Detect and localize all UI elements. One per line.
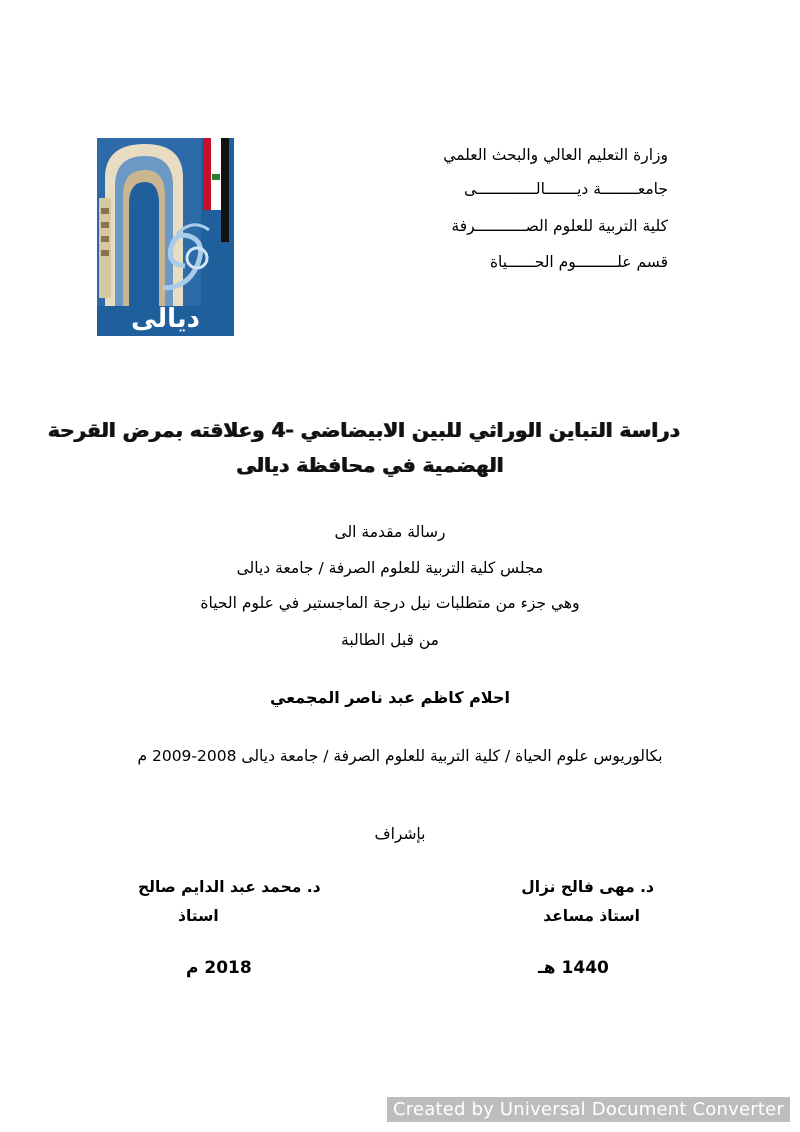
department-name: قسم علـــــــــوم الحــــــياة bbox=[489, 253, 668, 271]
converter-watermark: Created by Universal Document Converter bbox=[387, 1097, 790, 1122]
student-name: احلام كاظم عبد ناصر المجمعي bbox=[270, 688, 510, 707]
ministry-name: وزارة التعليم العالي والبحث العلمي bbox=[443, 146, 668, 164]
university-name: جامعــــــــة ديـــــــالـــــــــــــى bbox=[463, 180, 668, 198]
university-logo bbox=[97, 138, 234, 336]
thesis-title-line1: دراسة التباين الوراثي للبين الابيضاضي -4 وعلاقته بمرض القرحة bbox=[48, 418, 680, 442]
thesis-title-line2: الهضمية في محافظة ديالى bbox=[236, 453, 504, 477]
supervisor2-name: د. محمد عبد الدايم صالح bbox=[138, 878, 321, 896]
supervisor1-title: استاذ مساعد bbox=[543, 907, 640, 925]
submission-line1: رسالة مقدمة الى bbox=[334, 523, 446, 541]
bachelor-degree-line: بكالوريوس علوم الحياة / كلية التربية للعلوم الصرفة / جامعة ديالى 2008-2009 م bbox=[137, 747, 663, 765]
logo-text: ديالى bbox=[131, 304, 200, 334]
gregorian-date: 2018 م bbox=[186, 958, 252, 978]
supervisor1-name: د. مهى فالح نزال bbox=[521, 878, 654, 896]
submission-line2: مجلس كلية التربية للعلوم الصرفة / جامعة ديالى bbox=[236, 559, 544, 577]
supervisor2-title: استاذ bbox=[178, 907, 219, 925]
supervision-label: بإشراف bbox=[374, 825, 426, 843]
submission-line3: وهي جزء من متطلبات نيل درجة الماجستير في علوم الحياة bbox=[200, 594, 580, 612]
submission-line4: من قبل الطالبة bbox=[341, 631, 439, 649]
hijri-date: 1440 هـ bbox=[538, 958, 609, 978]
college-name: كلية التربية للعلوم الصـــــــــــرفة bbox=[451, 217, 668, 235]
